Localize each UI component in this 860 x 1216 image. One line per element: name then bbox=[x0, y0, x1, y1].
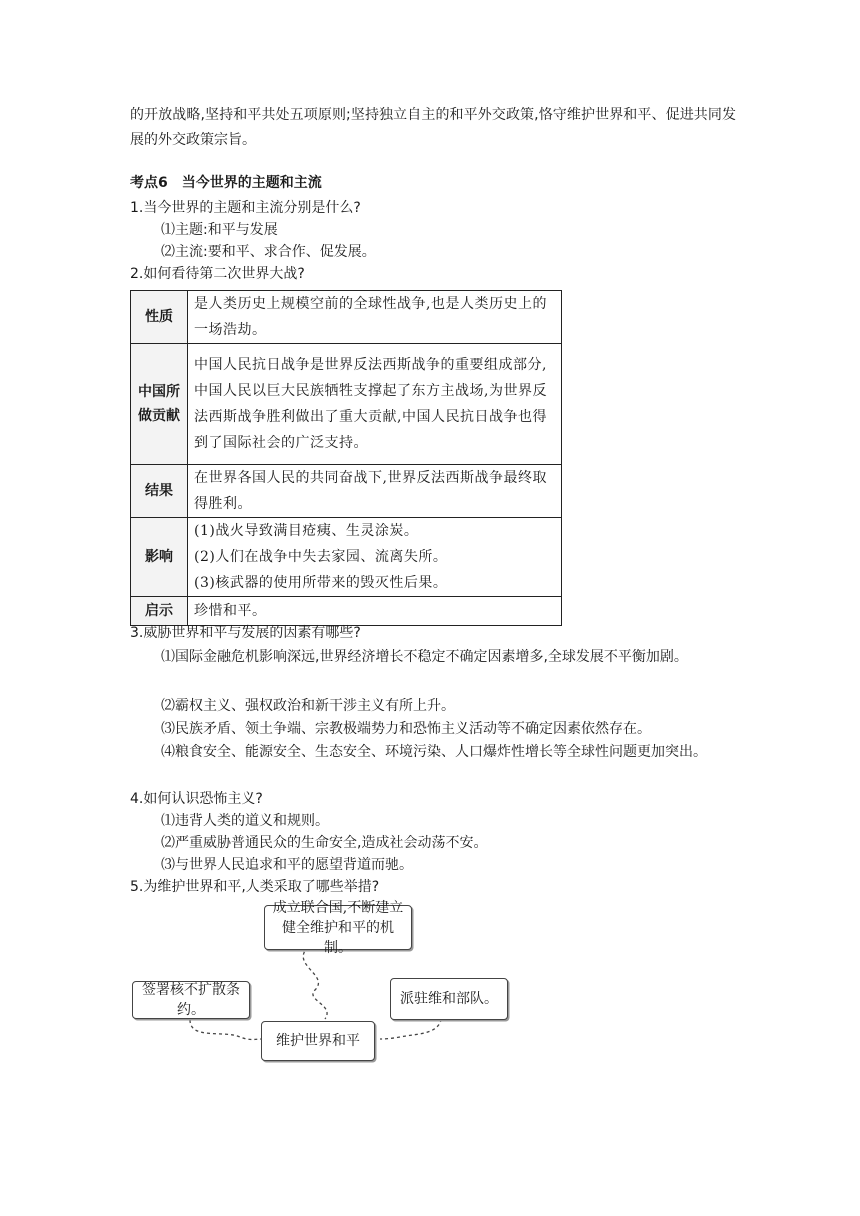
q3-answer-4: ⑷粮食安全、能源安全、生态安全、环境污染、人口爆炸性增长等全球性问题更加突出。 bbox=[161, 744, 707, 760]
row-head-nature: 性质 bbox=[131, 291, 188, 344]
row-body-nature: 是人类历史上规模空前的全球性战争,也是人类历史上的一场浩劫。 bbox=[188, 291, 562, 344]
question-5: 5.为维护世界和平,人类采取了哪些举措? bbox=[130, 879, 380, 895]
box-nonproliferation: 签署核不扩散条约。 bbox=[132, 981, 250, 1019]
connector-left bbox=[190, 1020, 262, 1040]
peace-measures-diagram bbox=[130, 899, 512, 1065]
row-body-contribution: 中国人民抗日战争是世界反法西斯战争的重要组成部分,中国人民以巨大民族牺牲支撑起了东方主战场,为世界反法西斯战争胜利做出了重大贡献,中国人民抗日战争也得到了国际社会的广泛支持。 bbox=[188, 344, 562, 465]
intro-paragraph: 的开放战略,坚持和平共处五项原则;坚持独立自主的和平外交政策,恪守维护世界和平、促进共同发展的外交政策宗旨。 bbox=[130, 107, 736, 148]
section-title: 考点6 当今世界的主题和主流 bbox=[130, 175, 322, 191]
q4-answer-1: ⑴违背人类的道义和规则。 bbox=[161, 813, 329, 829]
table-row bbox=[131, 344, 562, 465]
q3-answer-3: ⑶民族矛盾、领土争端、宗教极端势力和恐怖主义活动等不确定因素依然存在。 bbox=[161, 721, 651, 737]
box-united-nations: 成立联合国,不断建立健全维护和平的机制。 bbox=[264, 905, 412, 950]
table-row bbox=[131, 465, 562, 518]
impact-line-3: (3)核武器的使用所带来的毁灭性后果。 bbox=[194, 575, 448, 591]
question-1: 1.当今世界的主题和主流分别是什么? bbox=[130, 200, 361, 216]
row-head-contribution: 中国所做贡献 bbox=[131, 344, 188, 465]
row-head-impact: 影响 bbox=[131, 518, 188, 597]
row-body-lesson: 珍惜和平。 bbox=[188, 597, 562, 626]
table-row bbox=[131, 291, 562, 344]
question-2: 2.如何看待第二次世界大战? bbox=[130, 266, 305, 282]
box-peacekeeping: 派驻维和部队。 bbox=[390, 978, 508, 1020]
impact-line-1: (1)战火导致满目疮痍、生灵涂炭。 bbox=[194, 523, 419, 539]
impact-line-2: (2)人们在战争中失去家园、流离失所。 bbox=[194, 549, 448, 565]
table-row bbox=[131, 518, 562, 597]
q4-answer-3: ⑶与世界人民追求和平的愿望背道而驰。 bbox=[161, 857, 413, 873]
row-head-result: 结果 bbox=[131, 465, 188, 518]
row-body-impact bbox=[188, 518, 562, 597]
ww2-table bbox=[130, 290, 562, 626]
question-3: 3.威胁世界和平与发展的因素有哪些? bbox=[130, 625, 361, 641]
box-maintain-peace: 维护世界和平 bbox=[261, 1021, 375, 1061]
row-body-result: 在世界各国人民的共同奋战下,世界反法西斯战争最终取得胜利。 bbox=[188, 465, 562, 518]
q4-answer-2: ⑵严重威胁普通民众的生命安全,造成社会动荡不安。 bbox=[161, 835, 488, 851]
q1-answer-2: ⑵主流:要和平、求合作、促发展。 bbox=[161, 244, 376, 260]
q3-answer-1: ⑴国际金融危机影响深远,世界经济增长不稳定不确定因素增多,全球发展不平衡加剧。 bbox=[161, 649, 688, 665]
q3-answer-2: ⑵霸权主义、强权政治和新干涉主义有所上升。 bbox=[161, 698, 455, 714]
question-4: 4.如何认识恐怖主义? bbox=[130, 791, 263, 807]
connector-top bbox=[303, 947, 327, 1019]
row-head-lesson: 启示 bbox=[131, 597, 188, 626]
q1-answer-1: ⑴主题:和平与发展 bbox=[161, 222, 278, 238]
